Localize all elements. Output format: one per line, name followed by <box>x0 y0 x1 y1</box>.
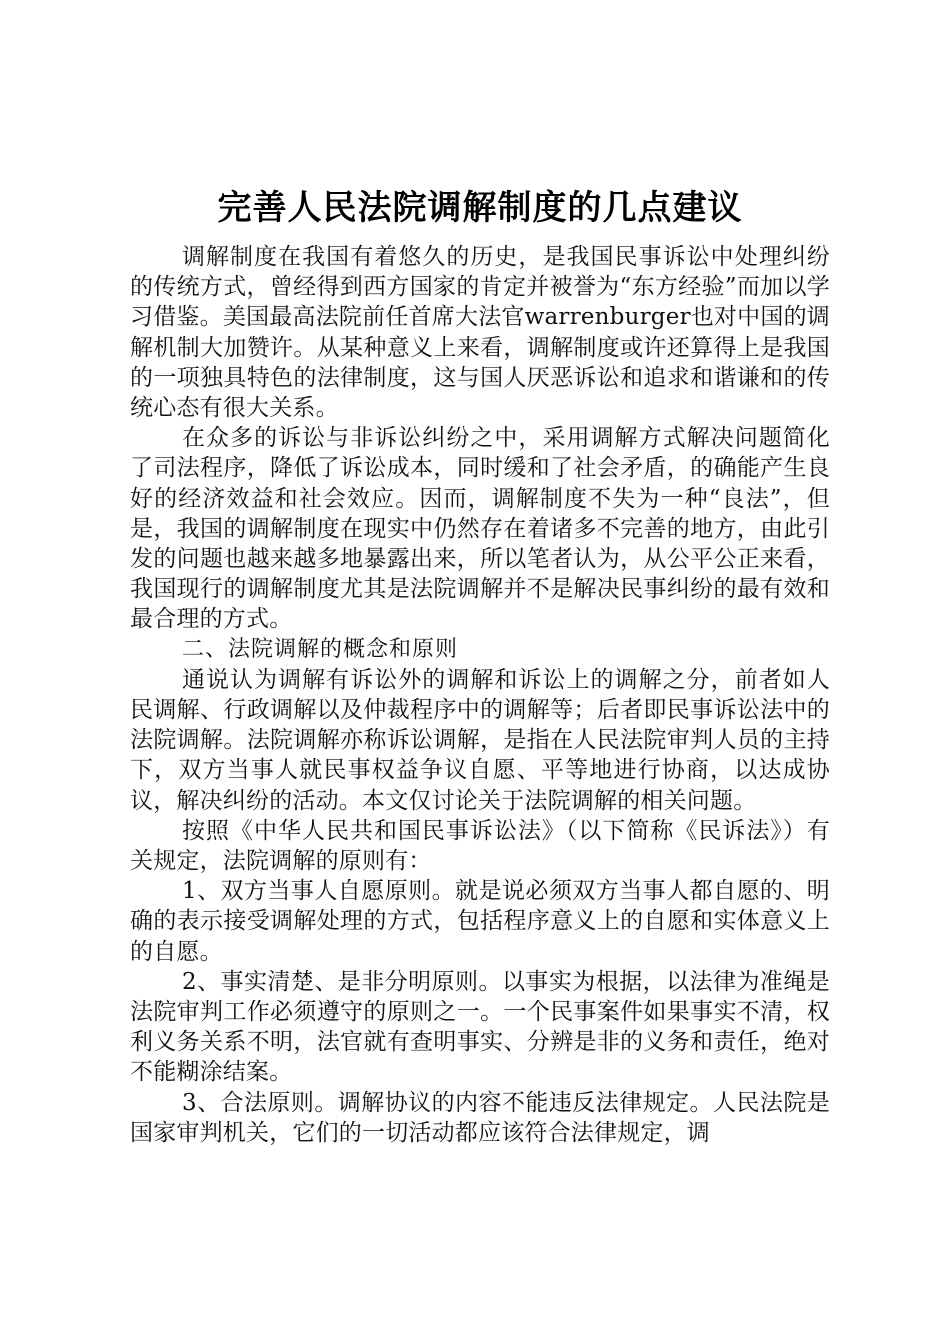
paragraph-principle-facts: 2、事实清楚、是非分明原则。以事实为根据，以法律为准绳是法院审判工作必须遵守的原则之一。一个民事案件如果事实不清，权利义务关系不明，法官就有查明事实、分辨是非的义务和责任，绝对不能糊涂结案。 <box>130 968 830 1086</box>
document-title: 完善人民法院调解制度的几点建议 <box>217 188 743 228</box>
paragraph-intro: 调解制度在我国有着悠久的历史，是我国民事诉讼中处理纠纷的传统方式，曾经得到西方国家的肯定并被誉为“东方经验”而加以学习借鉴。美国最高法院前任首席大法官warrenburger也对中国的调解机制大加赞许。从某种意义上来看，调解制度或许还算得上是我国的一项独具特色的法律制度，这与国人厌恶诉讼和追求和谐谦和的传统心态有很大关系。 <box>130 244 830 422</box>
paragraph-principles-intro: 按照《中华人民共和国民事诉讼法》（以下简称《民诉法》）有关规定，法院调解的原则有： <box>130 817 830 875</box>
paragraph-concept: 通说认为调解有诉讼外的调解和诉讼上的调解之分，前者如人民调解、行政调解以及仲裁程序中的调解等；后者即民事诉讼法中的法院调解。法院调解亦称诉讼调解，是指在人民法院审判人员的主持下，双方当事人就民事权益争议自愿、平等地进行协商，以达成协议，解决纠纷的活动。本文仅讨论关于法院调解的相关问题。 <box>130 666 830 814</box>
paragraph-mediation-benefits: 在众多的诉讼与非诉讼纠纷之中，采用调解方式解决问题简化了司法程序，降低了诉讼成本，同时缓和了社会矛盾，的确能产生良好的经济效益和社会效应。因而，调解制度不失为一种“良法”，但是，我国的调解制度在现实中仍然存在着诸多不完善的地方，由此引发的问题也越来越多地暴露出来，所以笔者认为，从公平公正来看，我国现行的调解制度尤其是法院调解并不是解决民事纠纷的最有效和最合理的方式。 <box>130 425 830 633</box>
paragraph-principle-legality: 3、合法原则。调解协议的内容不能违反法律规定。人民法院是国家审判机关，它们的一切活动都应该符合法律规定，调 <box>130 1089 830 1146</box>
document-body <box>130 182 830 1148</box>
paragraph-principle-voluntary: 1、双方当事人自愿原则。就是说必须双方当事人都自愿的、明确的表示接受调解处理的方式，包括程序意义上的自愿和实体意义上的自愿。 <box>130 878 830 965</box>
section-heading-concept-principles: 二、法院调解的概念和原则 <box>182 636 459 662</box>
